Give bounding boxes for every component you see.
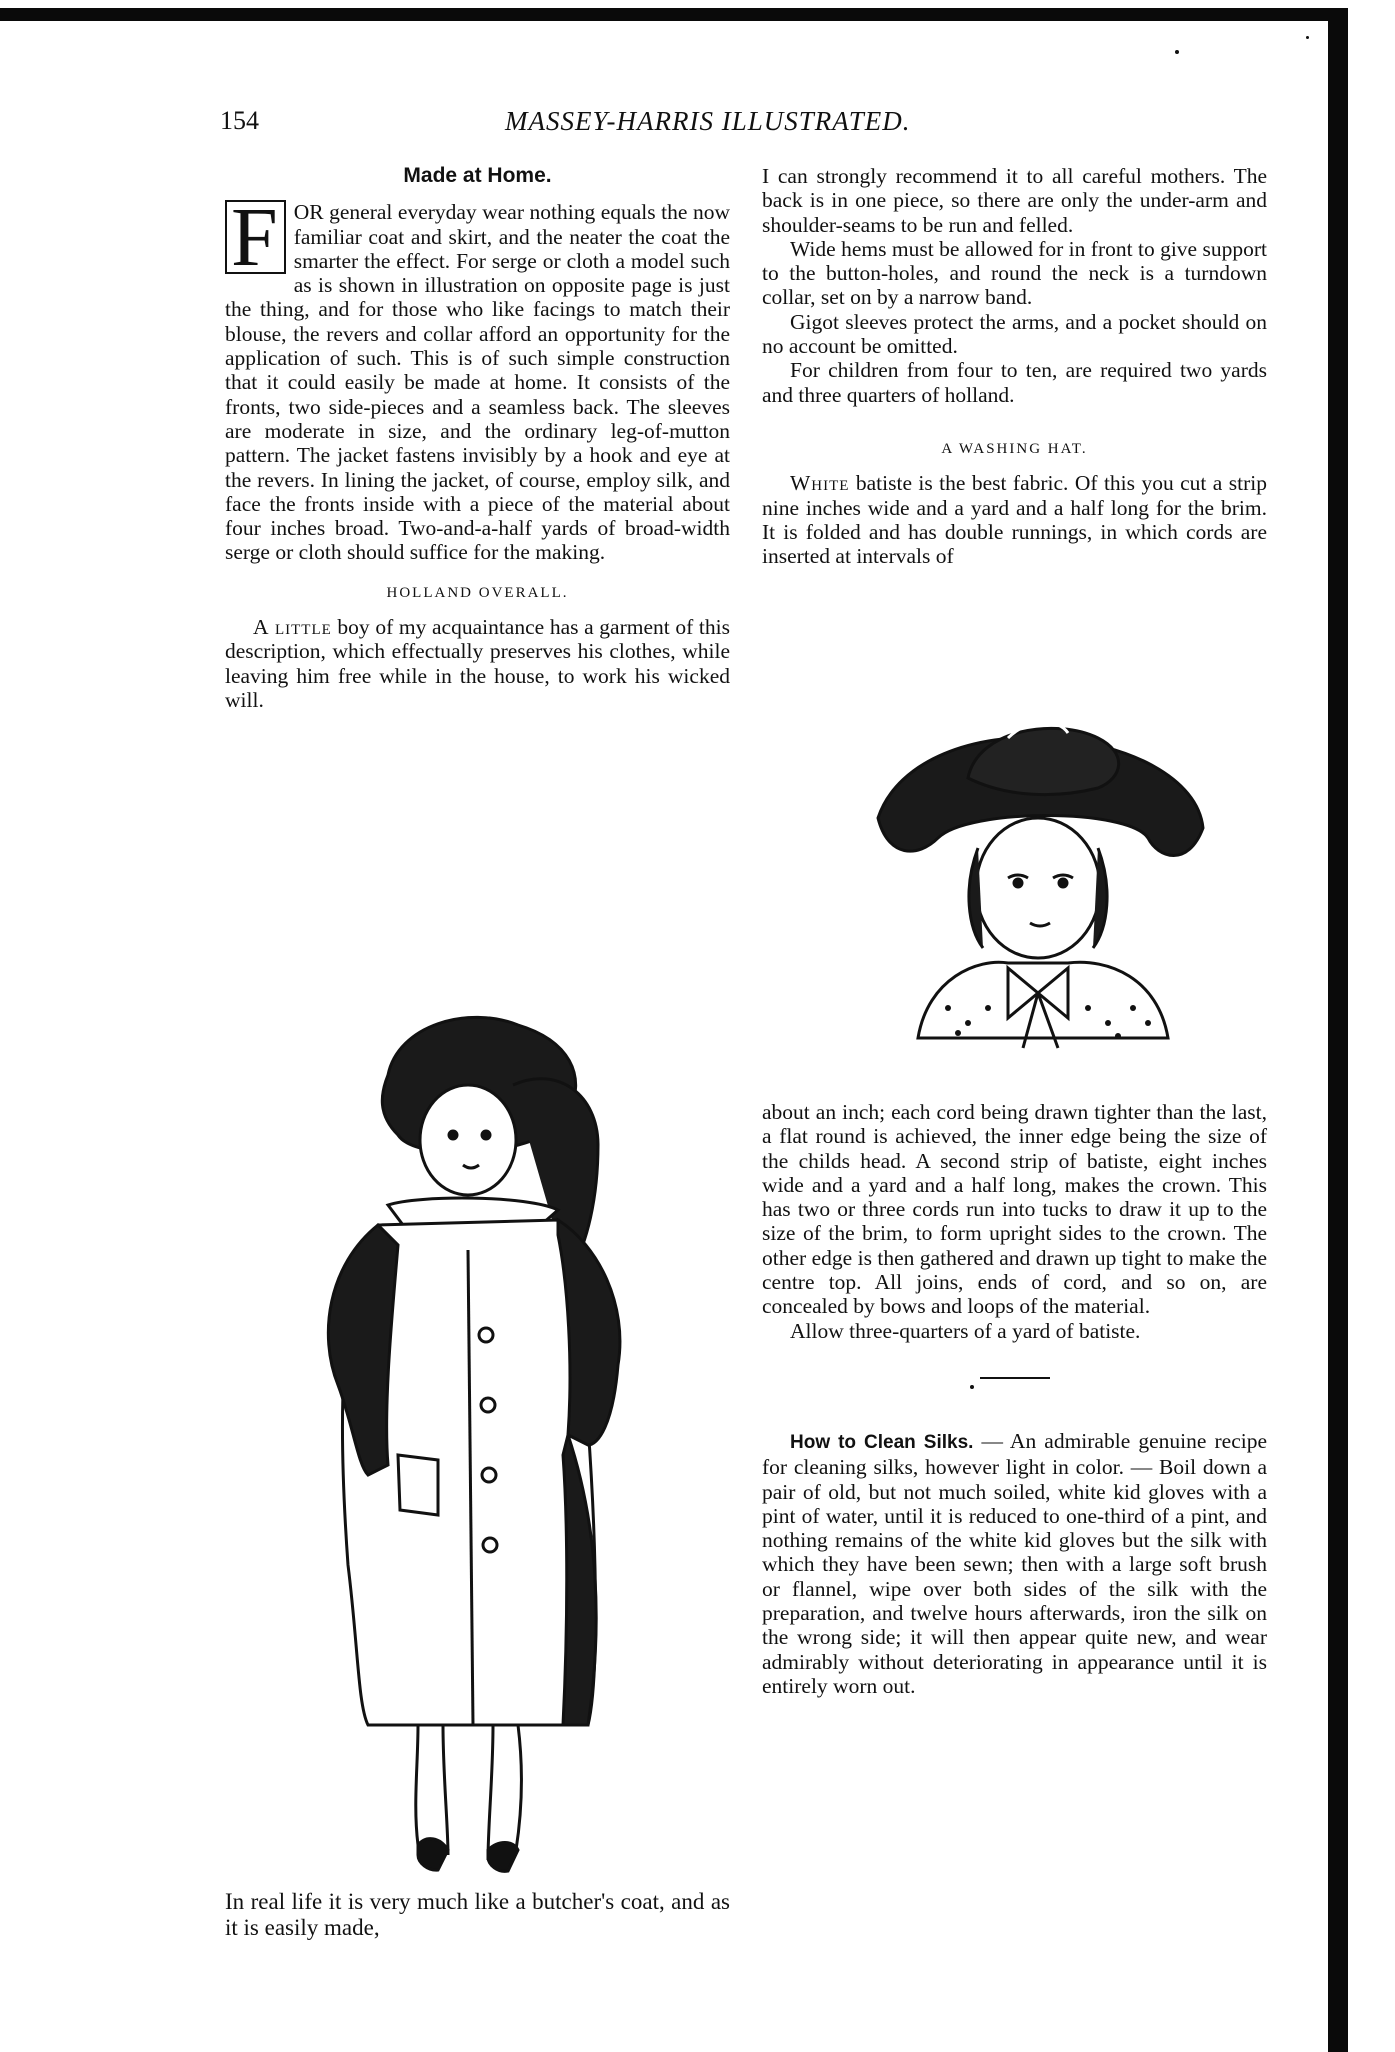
paragraph: For children from four to ten, are required two yards and three quarters of holland. bbox=[762, 358, 1267, 407]
right-border-rule bbox=[1328, 8, 1348, 2052]
article-text: OR general everyday wear nothing equals the now familiar coat and skirt, and the neater the coat the smarter the effect. For serge or cloth a model such as is shown in illustration on opposite page is just the thing, and for those who like facings to match their blouse, the revers and collar afford an opportunity for the application of such. This is of such simple construction that it could easily be made at home. It consists of the fronts, two side-pieces and a seamless back. The sleeves are moderate in size, and the ordinary leg-of-mutton pattern. The jacket fastens invisibly by a hook and eye at the revers. In lining the jacket, of course, employ silk, and face the fronts inside with a piece of the material about four inches broad. Two-and-a-half yards of broad-width serge or cloth should suffice for the making. bbox=[225, 200, 730, 565]
article-body-holland-overall bbox=[225, 615, 730, 712]
right-column bbox=[762, 164, 1267, 568]
ink-speck bbox=[1306, 36, 1309, 39]
top-border-rule bbox=[0, 8, 1345, 21]
paragraph: I can strongly recommend it to all careful mothers. The back is in one piece, so there are only the under-arm and shoulder-seams to be run and felled. bbox=[762, 164, 1267, 237]
page-header bbox=[220, 106, 1220, 146]
page-number: 154 bbox=[220, 106, 259, 135]
running-title: MASSEY-HARRIS ILLUSTRATED. bbox=[505, 106, 911, 136]
section-heading-holland-overall: HOLLAND OVERALL. bbox=[386, 584, 569, 601]
article-text: boy of my acquaintance has a garment of this description, which effectually preserves his clothes, while leaving him free while in the house, to work his wicked will. bbox=[225, 615, 730, 712]
washing-hat-closing: Allow three-quarters of a yard of batiste. bbox=[790, 1318, 1141, 1343]
section-heading-washing-hat: A WASHING HAT. bbox=[941, 440, 1088, 457]
lead-word: White bbox=[790, 471, 850, 496]
article-text: batiste is the best fabric. Of this you cut a strip nine inches wide and a yard and a half long for the brim. It is folded and has double runnings, in which cords are inserted at intervals of bbox=[762, 471, 1267, 569]
ink-speck bbox=[1175, 50, 1179, 54]
left-column bbox=[225, 164, 730, 712]
article-body-washing-hat bbox=[762, 471, 1267, 568]
article-body-clean-silks bbox=[762, 1429, 1267, 1698]
washing-hat-illustration bbox=[858, 718, 1218, 1058]
article-title-made-at-home: Made at Home. bbox=[403, 164, 552, 187]
run-in-heading-clean-silks: How to Clean Silks. bbox=[790, 1431, 974, 1453]
section-divider bbox=[980, 1377, 1050, 1379]
holland-overall-illustration bbox=[268, 1005, 688, 1875]
paragraph: Wide hems must be allowed for in front to give support to the button-holes, and round the neck is a turndown collar, set on by a narrow band. bbox=[762, 236, 1267, 310]
drop-cap: F bbox=[225, 200, 286, 274]
washing-hat-continuation: about an inch; each cord being drawn tighter than the last, a flat round is achieved, the inner edge being the size of the childs head. A second strip of batiste, eight inches wide and a yard and a half long, makes the crown. This has two or three cords run into tucks to draw it up to the size of the brim, to form upright sides to the crown. The other edge is then gathered and drawn up tight to make the centre top. All joins, ends of cord, and so on, are concealed by bows and loops of the material. bbox=[762, 1100, 1267, 1319]
article-body-made-at-home bbox=[225, 191, 730, 565]
lead-word: A little bbox=[253, 615, 332, 640]
right-column-continuation bbox=[762, 1100, 1267, 1698]
holland-overall-continuation: In real life it is very much like a butcher's coat, and as it is easily made, bbox=[225, 1889, 730, 1940]
article-text: — An admirable genuine recipe for cleaning silks, however light in color. — Boil down a pair of old, but not much soiled, white kid gloves with a pint of water, until it is reduced to one-third of a pint, and nothing remains of the white kid gloves but the silk with which they have been sewn; then with a large soft brush or flannel, wipe over both sides of the silk with the preparation, and twelve hours afterwards, iron the silk on the wrong side; it will then appear quite new, and wear admirably without deteriorating in appearance until it is entirely worn out. bbox=[762, 1428, 1267, 1698]
paragraph: Gigot sleeves protect the arms, and a pocket should on no account be omitted. bbox=[762, 309, 1267, 359]
